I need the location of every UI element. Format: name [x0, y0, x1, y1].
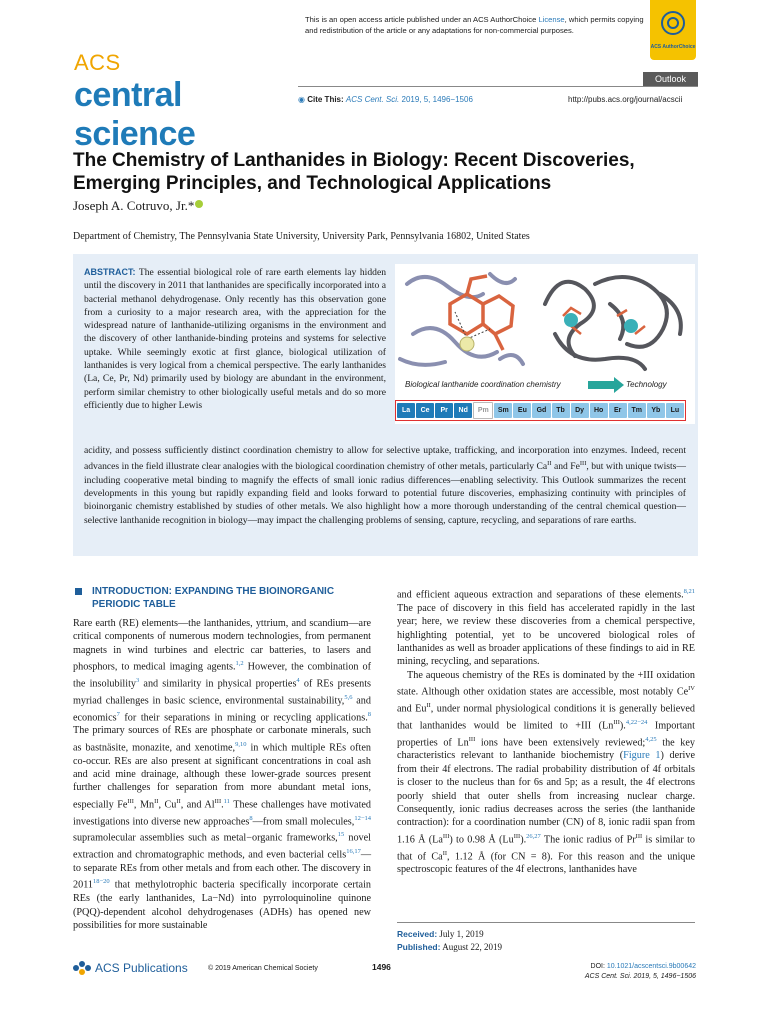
element-yb: Yb	[647, 403, 665, 418]
element-er: Er	[609, 403, 627, 418]
element-ce: Ce	[416, 403, 434, 418]
authorchoice-badge: ACS AuthorChoice	[650, 0, 696, 60]
cite-icon[interactable]: ◉	[298, 95, 305, 104]
element-la: La	[397, 403, 415, 418]
cite-this: ◉ Cite This: ACS Cent. Sci. 2019, 5, 1496−1506	[298, 95, 473, 104]
paragraph: The aqueous chemistry of the REs is dominated by the +III oxidation state. Although other oxidation states are accessible, most notably $Ce^{IV}$ and $Eu^{II}$, under normal physiological conditions it is generally believed that lanthanides would be limited to +III $(Ln^{III}).^{4,22-24}$ Important properties of $Ln^{III}$ ions have been extensively reviewed;$^{4,25}$ the key characteristics relevant to lanthanide biochemistry (Figure 1) derive from their 4f electrons. The radial probability distribution of 4f orbitals is closer to the nucleus than for 6s and 5p; as a result, the 4f electrons poorly shield that outer shells from increasing nuclear charge. Consequently, ionic radius decreases across the series (the lanthanide contraction): for a coordination number (CN) of 8, ionic radii span from 1.16 Å $(La^{III})$ to 0.98 Å $(Lu^{III}).^{26,27}$ The ionic radius of $Pr^{III}$ is similar to that of $Ca^{II}$, 1.12 Å (for CN = 8). For this reason and the unique spectroscopic features of the 4f electrons, lanthanides have	[397, 669, 696, 876]
logo-line-3: science	[74, 115, 196, 153]
published-date: August 22, 2019	[442, 942, 502, 952]
journal-url[interactable]: http://pubs.acs.org/journal/acscii	[568, 95, 683, 104]
toc-caption: Biological lanthanide coordination chemistry	[405, 380, 561, 389]
paragraph: and efficient aqueous extraction and separations of these elements.$^{8,21}$ The pace of discovery in this field has accelerated rapidly in the last year; here, we review these discoveries from a chemical perspective, highlighting potential, yet to be uncovered biological roles of lanthanides as well as broader applications of these findings to aid in RE mining, recycling, and separations.	[397, 588, 695, 668]
orcid-icon[interactable]	[195, 200, 203, 208]
element-eu: Eu	[513, 403, 531, 418]
publisher-logo[interactable]: ACS Publications	[73, 961, 188, 975]
doi-link[interactable]: 10.1021/acscentsci.9b00642	[606, 963, 696, 970]
footer-citation: ACS Cent. Sci. 2019, 5, 1496−1506	[584, 972, 696, 980]
abstract-text: ABSTRACT: The essential biological role of rare earth elements lay hidden until the discovery in 2011 that lanthanides are specifically incorporated into a bacterial methanol dehydrogenase. Only recently has this observation gone from a curiosity to a major research area, with the appreciation for the widespread nature of lanthanide-utilizing organisms in the environment and the discovery of other lanthanide-binding proteins and systems for selective uptake. While seemingly exotic at first glance, biological utilization of lanthanides is very logical from a chemical perspective. The early lanthanides (La, Ce, Pr, Nd) primarily used by biology are abundant in the environment, perform similar chemistry to other biologically useful metals and do so more efficiently due to higher Lewis	[84, 267, 386, 411]
logo-line-2: central	[74, 76, 182, 114]
element-tm: Tm	[628, 403, 646, 418]
element-gd: Gd	[532, 403, 550, 418]
doi-block: DOI: 10.1021/acscentsci.9b00642 ACS Cent. Sci. 2019, 5, 1496−1506	[558, 962, 696, 981]
section-heading: INTRODUCTION: EXPANDING THE BIOINORGANIC PERIODIC TABLE	[73, 585, 371, 611]
element-ho: Ho	[590, 403, 608, 418]
body-column-left	[73, 585, 371, 932]
article-dates: Received: July 1, 2019 Published: August 22, 2019	[397, 929, 502, 952]
paragraph: Rare earth (RE) elements—the lanthanides, yttrium, and scandium—are critical components of numerous modern technologies, from permanent magnets in wind turbines and electric car batteries, to lasers and phosphors, to medical imaging agents.$^{1,2}$ However, the combination of the insolubility$^3$ and similarity in physical properties$^4$ of REs presents myriad challenges in basic science, environmental sustainability,$^{5,6}$ and economics$^7$ for their separations in mining or recycling applications.$^8$ The primary sources of REs are phosphate or carbonate minerals, such as bastnäsite, monazite, and xenotime,$^{9,10}$ in which multiple REs often co-occur. REs are also present at significant concentrations in coal ash and acid mine drainage, although these lower-grade sources present further challenges for separation from more abundant metal ions, especially $Fe^{III}$, $Mn^{II}$, $Cu^{II}$, and $Al^{III}.^{11}$ These challenges have motivated investigations into diverse new approaches$^8$—from small molecules,$^{12-14}$ supramolecular assemblies such as metal−organic frameworks,$^{15}$ novel extraction and chromatographic methods, and even bacterial cells$^{16,17}$—to separate REs from other metals and from each other. The discovery in $2011^{18-20}$ that methylotrophic bacteria specifically incorporate certain REs (the early lanthanides, La−Nd) into pyrroloquinoline quinone (PQQ)-dependent alcohol dehydrogenases (ADHs) has opened new possibilities for more sustainable	[73, 618, 372, 932]
toc-technology-label: Technology	[626, 380, 667, 389]
section-label: Outlook	[643, 72, 698, 86]
acs-logo-icon	[73, 961, 91, 975]
abstract-label: ABSTRACT:	[84, 267, 136, 277]
square-icon	[75, 588, 82, 595]
article-title: The Chemistry of Lanthanides in Biology: Recent Discoveries, Emerging Principles, and Technological Applications	[73, 150, 635, 194]
journal-logo	[74, 50, 224, 154]
header-divider	[298, 86, 698, 87]
affiliation: Department of Chemistry, The Pennsylvania State University, University Park, Pennsylvania 16802, United States	[73, 231, 530, 242]
author-line	[73, 198, 203, 214]
lanthanide-series	[395, 400, 686, 421]
author-name[interactable]: Joseph A. Cotruvo, Jr.*	[73, 198, 195, 213]
protein-structure-image	[395, 264, 695, 379]
page-number: 1496	[372, 962, 391, 972]
dates-divider	[397, 922, 695, 923]
element-sm: Sm	[494, 403, 512, 418]
received-date: July 1, 2019	[439, 929, 484, 939]
element-tb: Tb	[552, 403, 570, 418]
element-nd: Nd	[454, 403, 472, 418]
element-lu: Lu	[666, 403, 684, 418]
abstract-text-continued	[84, 444, 686, 527]
license-link[interactable]: License	[538, 15, 565, 24]
element-pr: Pr	[435, 403, 453, 418]
copyright: © 2019 American Chemical Society	[208, 965, 318, 972]
logo-line-1: ACS	[74, 50, 121, 75]
element-dy: Dy	[571, 403, 589, 418]
arrowhead-icon	[614, 377, 624, 393]
license-notice: This is an open access article published under an ACS AuthorChoice License, which permits copying and redistribution of the article or any adaptations for non-commercial purposes.	[305, 15, 644, 35]
element-pm: Pm	[473, 402, 493, 419]
abstract-continued: acidity, and possess sufficiently distinct coordination chemistry to allow for selective uptake, trafficking, and incorporation into enzymes. Indeed, recent advances in the field illustrate clear analogies with the biological coordination chemistry of other metals, particularly $Ca^{II}$ and $Fe^{III}$, but with unique twists—including cooperative metal binding to magnify the effects of small ionic radius differences—enabling selectivity. This Outlook summarizes the recent developments in this young but rapidly expanding field and looks forward to potential future discoveries, emphasizing continuity with principles of bioinorganic chemistry established by studies of other metals. We also highlight how a more thorough understanding of the central chemical question—selective lanthanide recognition in biology—may impact the challenging problems of sensing, capture, recycling, and separations of rare earths.	[84, 445, 686, 526]
body-column-right	[397, 585, 695, 877]
arrow-icon	[588, 381, 614, 389]
